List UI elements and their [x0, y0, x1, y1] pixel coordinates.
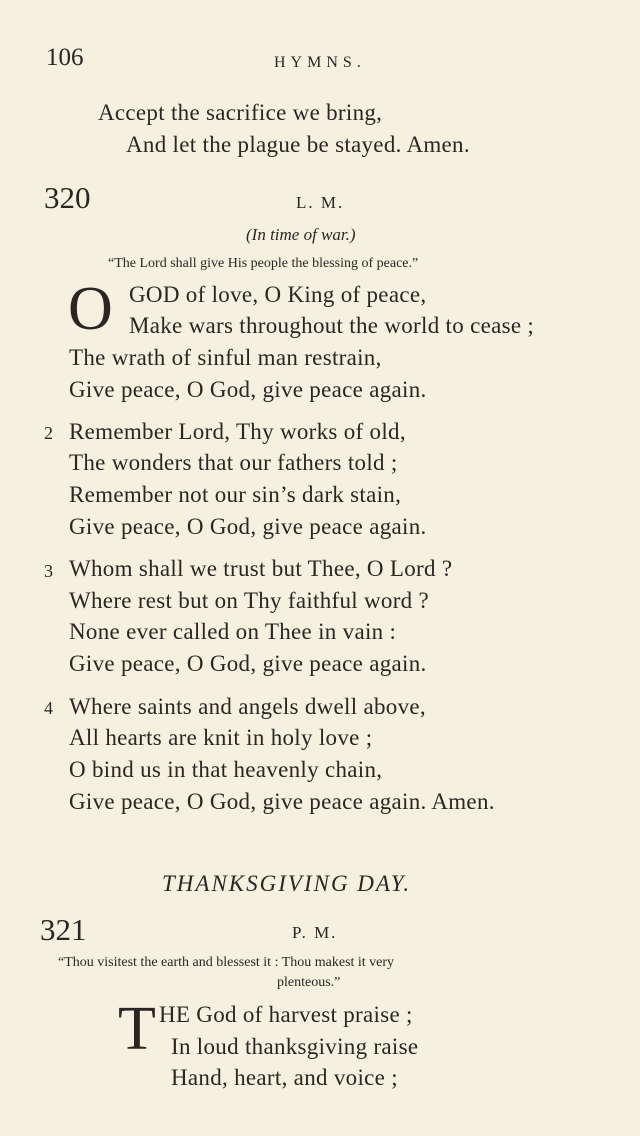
hymn-321-meter: P. M.: [292, 923, 338, 942]
hymn-320-s1-line-3: The wrath of sinful man restrain,: [69, 345, 382, 370]
hymn-320-s2-line-3: Remember not our sin’s dark stain,: [69, 482, 402, 507]
hymn-321-line-2: In loud thanksgiving raise: [171, 1034, 419, 1059]
hymn-320-occasion: (In time of war.): [246, 225, 356, 244]
hymn-320-s4-line-1: Where saints and angels dwell above,: [69, 694, 426, 719]
hymn-320-stanza-3-number: 3: [44, 561, 53, 581]
hymn-320-s3-line-1: Whom shall we trust but Thee, O Lord ?: [69, 556, 453, 581]
section-title: THANKSGIVING DAY.: [162, 871, 412, 896]
hymn-321-epigraph-line-2: plenteous.”: [277, 975, 341, 990]
running-head: HYMNS.: [274, 54, 366, 71]
prev-hymn-line-1: Accept the sacrifice we bring,: [98, 100, 383, 125]
prev-hymn-line-2: And let the plague be stayed. Amen.: [126, 132, 470, 157]
hymn-321-line-3: Hand, heart, and voice ;: [171, 1065, 398, 1090]
hymn-320-s1-line-2: Make wars throughout the world to cease ;: [129, 313, 535, 338]
hymn-320-stanza-4-number: 4: [44, 698, 53, 718]
hymn-320-s2-line-1: Remember Lord, Thy works of old,: [69, 419, 406, 444]
hymn-320-s2-line-4: Give peace, O God, give peace again.: [69, 514, 427, 539]
hymn-320-s1-line-1: GOD of love, O King of peace,: [129, 282, 427, 307]
hymn-320-s3-line-4: Give peace, O God, give peace again.: [69, 651, 427, 676]
hymn-320-s2-line-2: The wonders that our fathers told ;: [69, 450, 398, 475]
hymn-321-epigraph-line-1: “Thou visitest the earth and blessest it : Thou makest it very: [58, 955, 395, 970]
page-number: 106: [46, 44, 84, 71]
hymn-320-s1-line-4: Give peace, O God, give peace again.: [69, 377, 427, 402]
hymn-320-s3-line-2: Where rest but on Thy faithful word ?: [69, 588, 430, 613]
hymn-number-320: 320: [44, 180, 91, 215]
hymn-320-s3-line-3: None ever called on Thee in vain :: [69, 619, 397, 644]
hymn-320-drop-cap: O: [68, 275, 113, 343]
hymn-number-321: 321: [40, 912, 87, 947]
hymn-320-meter: L. M.: [296, 193, 345, 212]
hymn-320-s4-line-2: All hearts are knit in holy love ;: [69, 725, 373, 750]
hymn-320-epigraph: “The Lord shall give His people the blessing of peace.”: [108, 256, 419, 271]
hymn-320-s4-line-3: O bind us in that heavenly chain,: [69, 757, 383, 782]
hymn-321-drop-cap: T: [118, 995, 156, 1063]
hymn-320-s4-line-4: Give peace, O God, give peace again. Amen.: [69, 789, 495, 814]
hymn-321-line-1: HE God of harvest praise ;: [159, 1002, 413, 1027]
hymn-320-stanza-2-number: 2: [44, 423, 53, 443]
